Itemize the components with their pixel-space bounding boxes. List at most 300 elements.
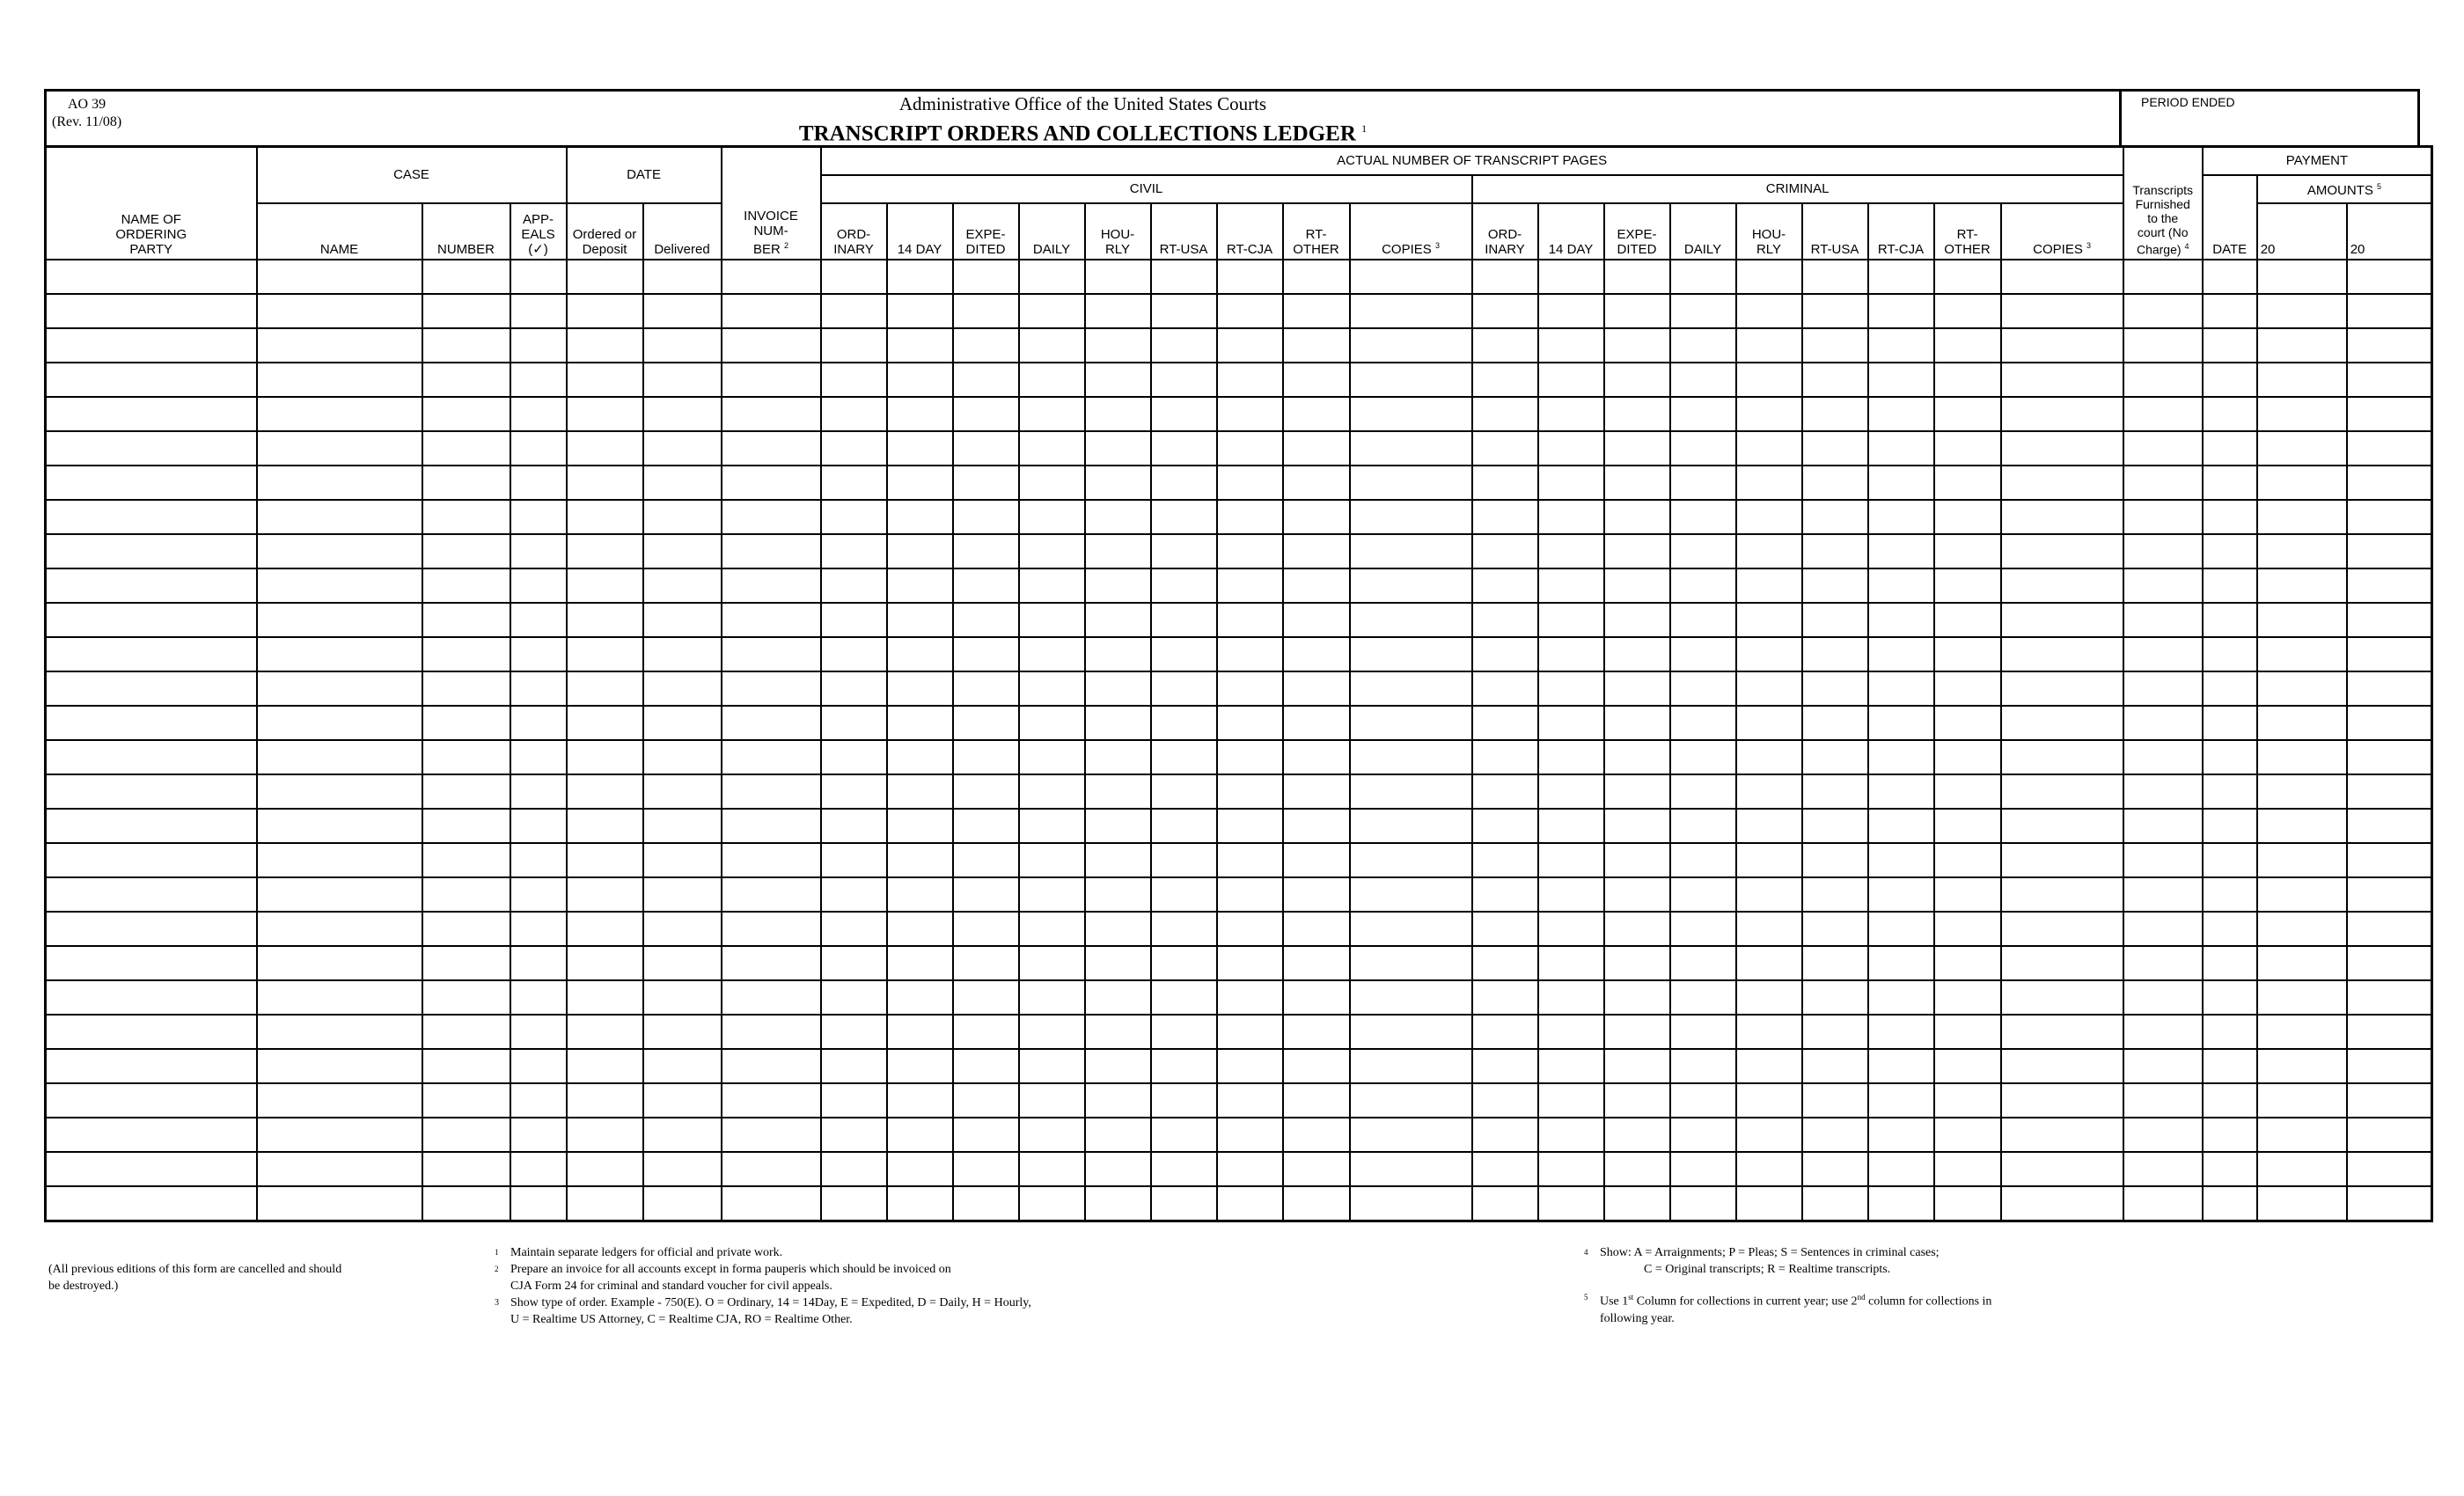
ledger-cell[interactable] [1934,603,2001,637]
ledger-cell[interactable] [1538,328,1604,363]
ledger-cell[interactable] [2203,843,2257,877]
ledger-cell[interactable] [1350,809,1472,843]
ledger-cell[interactable] [1736,980,1802,1015]
ledger-cell[interactable] [1934,431,2001,466]
ledger-cell[interactable] [2347,294,2432,328]
ledger-cell[interactable] [1350,1049,1472,1083]
ledger-cell[interactable] [643,980,722,1015]
ledger-cell[interactable] [46,946,257,980]
ledger-cell[interactable] [1019,774,1085,809]
ledger-cell[interactable] [1670,568,1736,603]
ledger-cell[interactable] [257,534,422,568]
ledger-cell[interactable] [2123,397,2203,431]
ledger-cell[interactable] [2203,740,2257,774]
ledger-cell[interactable] [422,328,510,363]
ledger-cell[interactable] [821,397,887,431]
ledger-cell[interactable] [46,1118,257,1152]
ledger-cell[interactable] [887,809,953,843]
ledger-cell[interactable] [643,637,722,671]
ledger-cell[interactable] [2347,706,2432,740]
ledger-cell[interactable] [2257,397,2347,431]
ledger-cell[interactable] [1151,946,1217,980]
ledger-cell[interactable] [2347,500,2432,534]
ledger-cell[interactable] [821,912,887,946]
ledger-cell[interactable] [2001,809,2123,843]
ledger-cell[interactable] [422,260,510,294]
ledger-cell[interactable] [1350,1118,1472,1152]
ledger-cell[interactable] [1802,809,1868,843]
ledger-cell[interactable] [2123,774,2203,809]
ledger-cell[interactable] [643,877,722,912]
ledger-cell[interactable] [257,260,422,294]
ledger-cell[interactable] [1538,568,1604,603]
ledger-cell[interactable] [1934,397,2001,431]
ledger-cell[interactable] [1019,946,1085,980]
ledger-cell[interactable] [1019,809,1085,843]
ledger-cell[interactable] [821,260,887,294]
ledger-cell[interactable] [2001,843,2123,877]
ledger-cell[interactable] [510,500,567,534]
ledger-cell[interactable] [821,671,887,706]
ledger-cell[interactable] [1472,466,1538,500]
ledger-cell[interactable] [1350,843,1472,877]
ledger-cell[interactable] [567,1118,643,1152]
ledger-cell[interactable] [821,466,887,500]
ledger-cell[interactable] [1019,568,1085,603]
ledger-cell[interactable] [46,363,257,397]
ledger-cell[interactable] [1085,980,1151,1015]
ledger-cell[interactable] [1538,946,1604,980]
ledger-cell[interactable] [953,1186,1019,1221]
ledger-cell[interactable] [1538,603,1604,637]
ledger-cell[interactable] [1736,500,1802,534]
ledger-cell[interactable] [1802,1083,1868,1118]
ledger-cell[interactable] [422,774,510,809]
ledger-cell[interactable] [510,294,567,328]
ledger-cell[interactable] [643,1152,722,1186]
ledger-cell[interactable] [510,637,567,671]
ledger-cell[interactable] [510,603,567,637]
ledger-cell[interactable] [257,294,422,328]
ledger-cell[interactable] [1670,946,1736,980]
ledger-cell[interactable] [1604,603,1670,637]
ledger-cell[interactable] [1085,1186,1151,1221]
ledger-cell[interactable] [1151,740,1217,774]
ledger-cell[interactable] [2203,774,2257,809]
ledger-cell[interactable] [821,1015,887,1049]
ledger-cell[interactable] [887,706,953,740]
ledger-cell[interactable] [643,363,722,397]
ledger-cell[interactable] [1868,260,1934,294]
ledger-cell[interactable] [1802,1186,1868,1221]
ledger-cell[interactable] [510,534,567,568]
ledger-cell[interactable] [2257,912,2347,946]
ledger-cell[interactable] [2123,946,2203,980]
ledger-cell[interactable] [1472,774,1538,809]
ledger-cell[interactable] [722,671,821,706]
ledger-cell[interactable] [1604,466,1670,500]
ledger-cell[interactable] [821,363,887,397]
ledger-cell[interactable] [2203,1186,2257,1221]
ledger-cell[interactable] [1217,843,1283,877]
ledger-cell[interactable] [1538,1152,1604,1186]
ledger-cell[interactable] [1283,706,1350,740]
ledger-cell[interactable] [1019,534,1085,568]
ledger-cell[interactable] [953,328,1019,363]
ledger-cell[interactable] [1019,260,1085,294]
ledger-cell[interactable] [1019,397,1085,431]
ledger-cell[interactable] [1670,706,1736,740]
ledger-cell[interactable] [722,980,821,1015]
ledger-cell[interactable] [1538,500,1604,534]
ledger-cell[interactable] [1472,431,1538,466]
ledger-cell[interactable] [1217,912,1283,946]
ledger-cell[interactable] [887,774,953,809]
ledger-cell[interactable] [887,568,953,603]
ledger-cell[interactable] [1538,706,1604,740]
ledger-cell[interactable] [821,706,887,740]
ledger-cell[interactable] [953,568,1019,603]
ledger-cell[interactable] [1934,637,2001,671]
ledger-cell[interactable] [953,809,1019,843]
ledger-cell[interactable] [567,260,643,294]
ledger-cell[interactable] [1868,603,1934,637]
ledger-cell[interactable] [1283,500,1350,534]
ledger-cell[interactable] [1868,363,1934,397]
ledger-cell[interactable] [643,397,722,431]
ledger-cell[interactable] [1802,774,1868,809]
ledger-cell[interactable] [1151,466,1217,500]
ledger-cell[interactable] [2123,603,2203,637]
ledger-cell[interactable] [1604,1186,1670,1221]
ledger-cell[interactable] [643,1083,722,1118]
ledger-cell[interactable] [422,671,510,706]
ledger-cell[interactable] [887,980,953,1015]
ledger-cell[interactable] [1670,1083,1736,1118]
ledger-cell[interactable] [1604,637,1670,671]
ledger-cell[interactable] [1472,294,1538,328]
ledger-cell[interactable] [1538,877,1604,912]
ledger-cell[interactable] [953,877,1019,912]
ledger-cell[interactable] [821,809,887,843]
ledger-cell[interactable] [1736,774,1802,809]
ledger-cell[interactable] [2001,774,2123,809]
ledger-cell[interactable] [1085,294,1151,328]
ledger-cell[interactable] [422,1015,510,1049]
ledger-cell[interactable] [1472,534,1538,568]
ledger-cell[interactable] [2203,431,2257,466]
ledger-cell[interactable] [2001,1083,2123,1118]
ledger-cell[interactable] [887,500,953,534]
ledger-cell[interactable] [1019,671,1085,706]
ledger-cell[interactable] [887,397,953,431]
ledger-cell[interactable] [953,500,1019,534]
ledger-cell[interactable] [1019,877,1085,912]
ledger-cell[interactable] [1019,1083,1085,1118]
ledger-cell[interactable] [1085,740,1151,774]
ledger-cell[interactable] [567,809,643,843]
ledger-cell[interactable] [1670,1015,1736,1049]
ledger-cell[interactable] [2203,637,2257,671]
ledger-cell[interactable] [1472,1083,1538,1118]
ledger-cell[interactable] [722,1152,821,1186]
ledger-cell[interactable] [257,466,422,500]
ledger-cell[interactable] [1934,1118,2001,1152]
ledger-cell[interactable] [821,1049,887,1083]
ledger-cell[interactable] [1085,809,1151,843]
ledger-cell[interactable] [1868,740,1934,774]
ledger-cell[interactable] [1350,1152,1472,1186]
ledger-cell[interactable] [1802,260,1868,294]
ledger-cell[interactable] [1217,1049,1283,1083]
ledger-cell[interactable] [1151,1015,1217,1049]
ledger-cell[interactable] [1283,1049,1350,1083]
ledger-cell[interactable] [2001,1049,2123,1083]
ledger-cell[interactable] [2123,1049,2203,1083]
ledger-cell[interactable] [1934,466,2001,500]
ledger-cell[interactable] [1934,740,2001,774]
ledger-cell[interactable] [567,1152,643,1186]
ledger-cell[interactable] [257,397,422,431]
ledger-cell[interactable] [510,363,567,397]
ledger-cell[interactable] [1085,603,1151,637]
ledger-cell[interactable] [1604,671,1670,706]
ledger-cell[interactable] [1670,740,1736,774]
ledger-cell[interactable] [1604,260,1670,294]
ledger-cell[interactable] [422,500,510,534]
ledger-cell[interactable] [1868,466,1934,500]
ledger-cell[interactable] [46,500,257,534]
ledger-cell[interactable] [567,1083,643,1118]
ledger-cell[interactable] [257,328,422,363]
ledger-cell[interactable] [2123,363,2203,397]
ledger-cell[interactable] [46,706,257,740]
ledger-cell[interactable] [1151,294,1217,328]
ledger-cell[interactable] [1670,363,1736,397]
ledger-cell[interactable] [821,500,887,534]
ledger-cell[interactable] [821,328,887,363]
ledger-cell[interactable] [567,980,643,1015]
ledger-cell[interactable] [2123,980,2203,1015]
ledger-cell[interactable] [2123,260,2203,294]
ledger-cell[interactable] [2347,466,2432,500]
ledger-cell[interactable] [1802,363,1868,397]
ledger-cell[interactable] [1538,294,1604,328]
ledger-cell[interactable] [887,260,953,294]
ledger-cell[interactable] [422,912,510,946]
ledger-cell[interactable] [722,603,821,637]
ledger-cell[interactable] [1802,534,1868,568]
ledger-cell[interactable] [1934,843,2001,877]
ledger-cell[interactable] [422,431,510,466]
ledger-cell[interactable] [1217,260,1283,294]
ledger-cell[interactable] [2257,809,2347,843]
ledger-cell[interactable] [1472,363,1538,397]
ledger-cell[interactable] [1217,466,1283,500]
ledger-cell[interactable] [1472,1015,1538,1049]
ledger-cell[interactable] [257,877,422,912]
ledger-cell[interactable] [1604,809,1670,843]
ledger-cell[interactable] [1019,1049,1085,1083]
ledger-cell[interactable] [257,774,422,809]
ledger-cell[interactable] [1736,363,1802,397]
ledger-cell[interactable] [2347,774,2432,809]
ledger-cell[interactable] [2257,671,2347,706]
ledger-cell[interactable] [2123,534,2203,568]
ledger-cell[interactable] [1350,534,1472,568]
ledger-cell[interactable] [422,1118,510,1152]
ledger-cell[interactable] [1283,843,1350,877]
ledger-cell[interactable] [1085,1152,1151,1186]
ledger-cell[interactable] [1350,294,1472,328]
ledger-cell[interactable] [1934,1049,2001,1083]
ledger-cell[interactable] [1151,603,1217,637]
ledger-cell[interactable] [1217,363,1283,397]
ledger-cell[interactable] [1736,260,1802,294]
ledger-cell[interactable] [257,671,422,706]
ledger-cell[interactable] [567,706,643,740]
ledger-cell[interactable] [2203,946,2257,980]
ledger-cell[interactable] [722,946,821,980]
ledger-cell[interactable] [1736,397,1802,431]
ledger-cell[interactable] [1085,328,1151,363]
ledger-cell[interactable] [1217,774,1283,809]
ledger-cell[interactable] [2347,671,2432,706]
ledger-cell[interactable] [1736,912,1802,946]
ledger-cell[interactable] [722,1186,821,1221]
ledger-cell[interactable] [1217,534,1283,568]
ledger-cell[interactable] [46,671,257,706]
ledger-cell[interactable] [1350,260,1472,294]
ledger-cell[interactable] [510,1186,567,1221]
ledger-cell[interactable] [46,328,257,363]
ledger-cell[interactable] [46,1186,257,1221]
ledger-cell[interactable] [1934,294,2001,328]
ledger-cell[interactable] [1085,637,1151,671]
ledger-cell[interactable] [2001,294,2123,328]
ledger-cell[interactable] [2203,500,2257,534]
ledger-cell[interactable] [1670,1186,1736,1221]
ledger-cell[interactable] [1670,466,1736,500]
ledger-cell[interactable] [722,431,821,466]
ledger-cell[interactable] [887,637,953,671]
ledger-cell[interactable] [1283,740,1350,774]
ledger-cell[interactable] [1283,1083,1350,1118]
ledger-cell[interactable] [2203,568,2257,603]
ledger-cell[interactable] [1283,363,1350,397]
ledger-cell[interactable] [2257,568,2347,603]
ledger-cell[interactable] [1085,1083,1151,1118]
ledger-cell[interactable] [567,466,643,500]
ledger-cell[interactable] [46,568,257,603]
ledger-cell[interactable] [1802,466,1868,500]
ledger-cell[interactable] [2203,671,2257,706]
ledger-cell[interactable] [46,1015,257,1049]
ledger-cell[interactable] [2001,1118,2123,1152]
ledger-cell[interactable] [422,603,510,637]
ledger-cell[interactable] [422,568,510,603]
ledger-cell[interactable] [1538,260,1604,294]
ledger-cell[interactable] [2203,260,2257,294]
ledger-cell[interactable] [510,912,567,946]
ledger-cell[interactable] [1085,877,1151,912]
ledger-cell[interactable] [953,946,1019,980]
ledger-cell[interactable] [2001,946,2123,980]
ledger-cell[interactable] [567,294,643,328]
ledger-cell[interactable] [953,260,1019,294]
ledger-cell[interactable] [821,774,887,809]
ledger-cell[interactable] [1472,1049,1538,1083]
ledger-cell[interactable] [1019,328,1085,363]
ledger-cell[interactable] [2001,637,2123,671]
ledger-cell[interactable] [1085,912,1151,946]
ledger-cell[interactable] [2203,603,2257,637]
ledger-cell[interactable] [1151,568,1217,603]
ledger-cell[interactable] [1868,534,1934,568]
ledger-cell[interactable] [2001,1186,2123,1221]
ledger-cell[interactable] [643,603,722,637]
ledger-cell[interactable] [2347,740,2432,774]
ledger-cell[interactable] [821,568,887,603]
ledger-cell[interactable] [1085,363,1151,397]
ledger-cell[interactable] [2347,397,2432,431]
ledger-cell[interactable] [1283,809,1350,843]
ledger-cell[interactable] [887,1083,953,1118]
ledger-cell[interactable] [887,671,953,706]
ledger-cell[interactable] [1802,740,1868,774]
ledger-cell[interactable] [1670,603,1736,637]
ledger-cell[interactable] [1283,1186,1350,1221]
ledger-cell[interactable] [1472,568,1538,603]
ledger-cell[interactable] [2203,466,2257,500]
ledger-cell[interactable] [567,843,643,877]
ledger-cell[interactable] [510,740,567,774]
ledger-cell[interactable] [1350,706,1472,740]
ledger-cell[interactable] [643,328,722,363]
ledger-cell[interactable] [722,1015,821,1049]
ledger-cell[interactable] [422,294,510,328]
ledger-cell[interactable] [1085,1015,1151,1049]
ledger-cell[interactable] [510,568,567,603]
ledger-cell[interactable] [2001,431,2123,466]
ledger-cell[interactable] [2203,1152,2257,1186]
ledger-cell[interactable] [1085,466,1151,500]
ledger-cell[interactable] [1217,1015,1283,1049]
ledger-cell[interactable] [1670,534,1736,568]
ledger-cell[interactable] [1217,877,1283,912]
ledger-cell[interactable] [1472,260,1538,294]
ledger-cell[interactable] [567,1186,643,1221]
ledger-cell[interactable] [1085,431,1151,466]
ledger-cell[interactable] [1670,774,1736,809]
ledger-cell[interactable] [953,466,1019,500]
ledger-cell[interactable] [722,740,821,774]
ledger-cell[interactable] [1350,328,1472,363]
ledger-cell[interactable] [2257,363,2347,397]
ledger-cell[interactable] [1868,843,1934,877]
ledger-cell[interactable] [1472,740,1538,774]
ledger-cell[interactable] [257,1118,422,1152]
ledger-cell[interactable] [1802,328,1868,363]
ledger-cell[interactable] [1350,1015,1472,1049]
ledger-cell[interactable] [1934,363,2001,397]
ledger-cell[interactable] [722,637,821,671]
ledger-cell[interactable] [887,328,953,363]
ledger-cell[interactable] [722,466,821,500]
ledger-cell[interactable] [1472,912,1538,946]
ledger-cell[interactable] [1283,912,1350,946]
ledger-cell[interactable] [422,740,510,774]
